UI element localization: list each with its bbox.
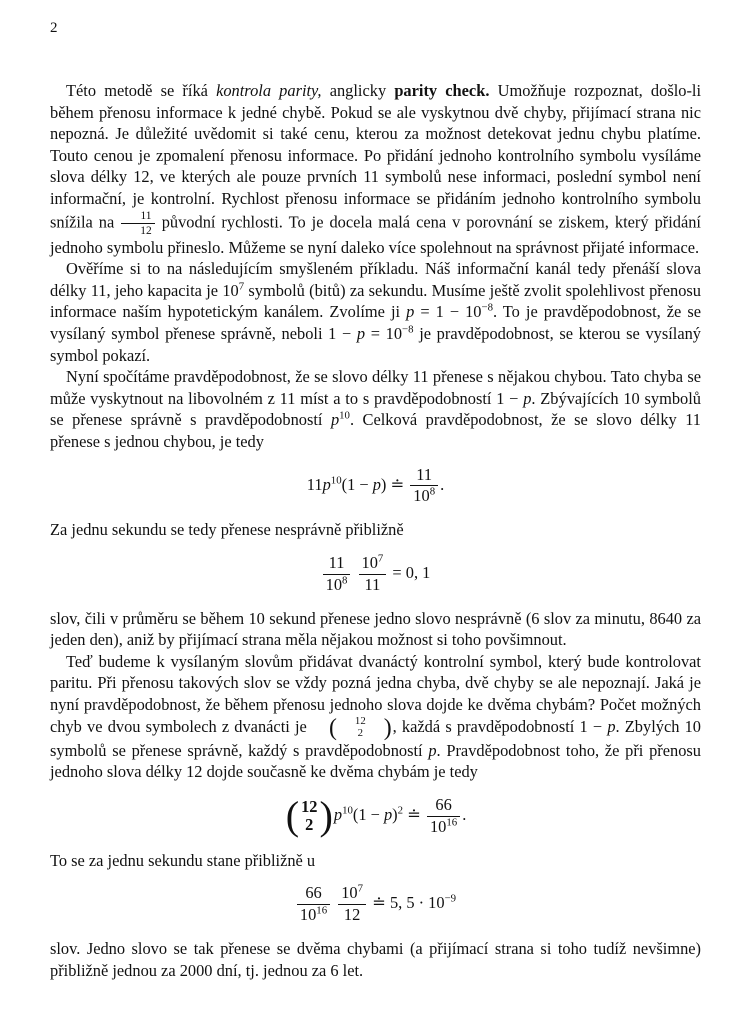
right-paren: ): [383, 714, 392, 741]
text-segment: kontrola parity,: [216, 81, 322, 100]
binomial-column: [299, 798, 319, 834]
text-segment: (1 −: [352, 805, 384, 825]
text-segment: p: [330, 410, 340, 430]
superscript: 16: [316, 904, 328, 917]
text-segment: anglicky: [321, 81, 395, 100]
fraction-numerator: [359, 554, 387, 575]
text-segment: 10: [361, 552, 378, 572]
display-formula: [50, 884, 701, 925]
text-segment: . Zbývajících 10 symbolů se přenese správně s pravděpodobností: [50, 388, 701, 430]
text-segment: p: [356, 324, 366, 344]
display-formula: [50, 466, 701, 507]
superscript: 7: [377, 552, 384, 565]
text-segment: 11: [364, 574, 381, 594]
right-paren: ): [319, 793, 333, 839]
text-segment: 66: [305, 883, 322, 903]
fraction-numerator: [410, 466, 438, 487]
text-segment: Za jednu sekundu se tedy přenese nesprávně přibližně: [50, 520, 404, 540]
text-segment: 12: [140, 224, 152, 237]
paragraph: [50, 850, 701, 872]
paragraph: [50, 258, 701, 366]
fraction: [323, 554, 351, 595]
text-segment: Ověříme si to na následujícím smyšleném příkladu. Náš informační kanál tedy přenáší slova délky 11, jeho kapacita je 10: [50, 259, 701, 300]
fraction: [427, 796, 460, 837]
text-segment: ): [392, 805, 398, 825]
fraction-numerator: [323, 554, 351, 575]
text-segment: = 1 − 10: [414, 302, 482, 322]
text-segment: 11: [328, 552, 345, 572]
page-body: [50, 80, 701, 981]
superscript: 10: [339, 409, 350, 422]
text-segment: 10: [413, 486, 430, 506]
paragraph: [50, 80, 701, 258]
text-segment: 11: [306, 474, 323, 494]
paragraph: [50, 519, 701, 541]
paragraph: [50, 651, 701, 783]
text-segment: . To je pravděpodobnost, že se vysílaný symbol přenese správně, neboli 1 −: [50, 302, 701, 344]
text-segment: 10: [299, 905, 317, 925]
text-segment: . Pravděpodobnost toho, že při přenosu jednoho slova délky 12 dojde současně ke dvěma chybám je tedy: [50, 740, 701, 782]
binomial-column: [337, 716, 368, 740]
text-segment: p: [333, 805, 343, 825]
text-segment: ≐ 5, 5 · 10: [368, 893, 445, 913]
superscript: 16: [446, 816, 458, 829]
binomial-k: 2: [305, 815, 314, 835]
fraction-denominator: [359, 575, 387, 595]
binomial-n: 12: [354, 714, 366, 727]
binomial-n: 12: [301, 797, 318, 817]
binomial-k: 2: [357, 726, 364, 739]
fraction-denominator: [427, 817, 460, 837]
fraction-numerator: [121, 210, 154, 224]
text-segment: symbolů (bitů) za sekundu. Musíme ještě zvolit spolehlivost přenosu informace naším hypotetickým kanálem. Zvolíme ji: [50, 280, 701, 322]
fraction-denominator: [338, 905, 366, 925]
text-segment: 10: [325, 574, 343, 594]
text-segment: [352, 563, 356, 582]
fraction-denominator: [323, 575, 351, 595]
superscript: −9: [444, 892, 457, 905]
fraction-denominator: [121, 224, 154, 237]
text-segment: . Celková pravděpodobnost, že se slovo délky 11 přenese s jednou chybou, je tedy: [50, 410, 701, 451]
fraction-numerator: [297, 884, 330, 905]
text-segment: 11: [416, 464, 433, 484]
superscript: −8: [481, 301, 493, 314]
text-segment: slov. Jedno slovo se tak přenese se dvěma chybami (a přijímací strana si toho tudíž nevšimne) přibližně jednou za 2000 dní, tj. jednou za 6 let.: [50, 938, 701, 980]
binomial-coefficient: [285, 793, 333, 839]
binomial-coefficient: [313, 716, 392, 740]
text-segment: Umožňuje rozpoznat, došlo-li během přenosu informace k jedné chybě. Pokud se ale vyskytnou dvě chyby, přijímací strana nic nepozná. Je důležité uvědomit si také cenu, kterou za možnost detekovat jednu chybu platíme. Touto cenou je zpomalení přenosu informace. Po přidání jednoho kontrolního symbolu vysíláme slova délky 12, ve kterých ale pouze prvních 11 symbolů nese informaci, poslední symbol není informační, je kontrolní. Rychlost přenosu informace se přidáním jednoho kontrolního symbolu snížila na: [50, 81, 702, 231]
text-segment: p: [372, 474, 381, 494]
superscript: 10: [342, 804, 353, 817]
text-segment: ≐: [403, 805, 425, 825]
text-segment: parity check.: [394, 81, 490, 100]
paragraph: [50, 938, 701, 981]
fraction-denominator: [297, 905, 330, 925]
superscript: 10: [330, 474, 342, 487]
superscript: 2: [397, 804, 404, 817]
superscript: 7: [357, 882, 364, 895]
text-segment: 66: [435, 794, 452, 814]
text-segment: 11: [140, 209, 152, 222]
page-number: 2: [50, 20, 58, 36]
superscript: 8: [342, 574, 348, 587]
paragraph: [50, 608, 701, 651]
fraction: [121, 210, 154, 237]
text-segment: Této metodě se říká: [66, 81, 217, 100]
text-segment: . Zbylých 10 symbolů se přenese správně, každý s pravděpodobností: [50, 716, 701, 760]
paragraph: [50, 366, 701, 452]
text-segment: 10: [341, 883, 358, 903]
text-segment: Teď budeme k vysílaným slovům přidávat dvanáctý kontrolní symbol, který bude kontrolovat paritu. Při přenosu takových slov se vždy pozná jedna chyba, dvě chyby se ale nepoznají. Jaká je nyní pravděpodobnost, že během přenosu jednoho slova dojde ke dvěma chybám? Počet možných chyb ve dvou symbolech z dvanácti je: [50, 651, 701, 736]
left-paren: (: [285, 793, 300, 839]
text-segment: p: [607, 716, 616, 736]
text-segment: p: [406, 302, 415, 322]
text-segment: .: [440, 474, 445, 494]
text-segment: .: [462, 805, 467, 825]
text-segment: (1 −: [341, 474, 373, 494]
fraction: [297, 884, 330, 925]
text-segment: p: [428, 740, 437, 760]
text-segment: 10: [429, 816, 447, 836]
text-segment: = 0, 1: [388, 563, 431, 583]
text-segment: p: [523, 388, 532, 408]
text-segment: 12: [343, 905, 361, 925]
text-segment: Nyní spočítáme pravděpodobnost, že se slovo délky 11 přenese s nějakou chybou. Tato chyba se může vyskytnout na libovolném z 11 míst a to s pravděpodobností 1 −: [50, 367, 701, 408]
text-segment: p: [383, 805, 393, 825]
superscript: 8: [429, 485, 436, 498]
superscript: 7: [238, 280, 245, 293]
fraction-numerator: [338, 884, 366, 905]
fraction-denominator: [410, 486, 438, 506]
text-segment: , každá s pravděpodobností 1 −: [392, 716, 608, 736]
text-segment: = 10: [365, 324, 403, 344]
text-segment: p: [322, 474, 331, 494]
fraction: [338, 884, 366, 925]
text-segment: původní rychlosti. To je docela malá cena v porovnání se ziskem, který přidání jednoho symbolu přineslo. Můžeme se nyní daleko více spolehnout na správnost přijaté informace.: [50, 211, 701, 257]
text-segment: je pravděpodobnost, se kterou se vysílaný symbol pokazí.: [50, 324, 701, 365]
display-formula: [50, 793, 701, 839]
display-formula: [50, 554, 701, 595]
left-paren: (: [329, 714, 337, 741]
text-segment: ) ≐: [380, 474, 409, 494]
text-segment: To se za jednu sekundu stane přibližně u: [50, 850, 316, 870]
fraction-numerator: [427, 796, 460, 817]
fraction: [410, 466, 438, 507]
fraction: [359, 554, 387, 595]
superscript: −8: [402, 323, 414, 336]
text-segment: [332, 893, 336, 912]
text-segment: slov, čili v průměru se během 10 sekund přenese jedno slovo nesprávně (6 slov za minutu, 8640 za jeden den), aniž by přijímací strana měla nějakou možnost si toho povšimnout.: [50, 608, 701, 650]
